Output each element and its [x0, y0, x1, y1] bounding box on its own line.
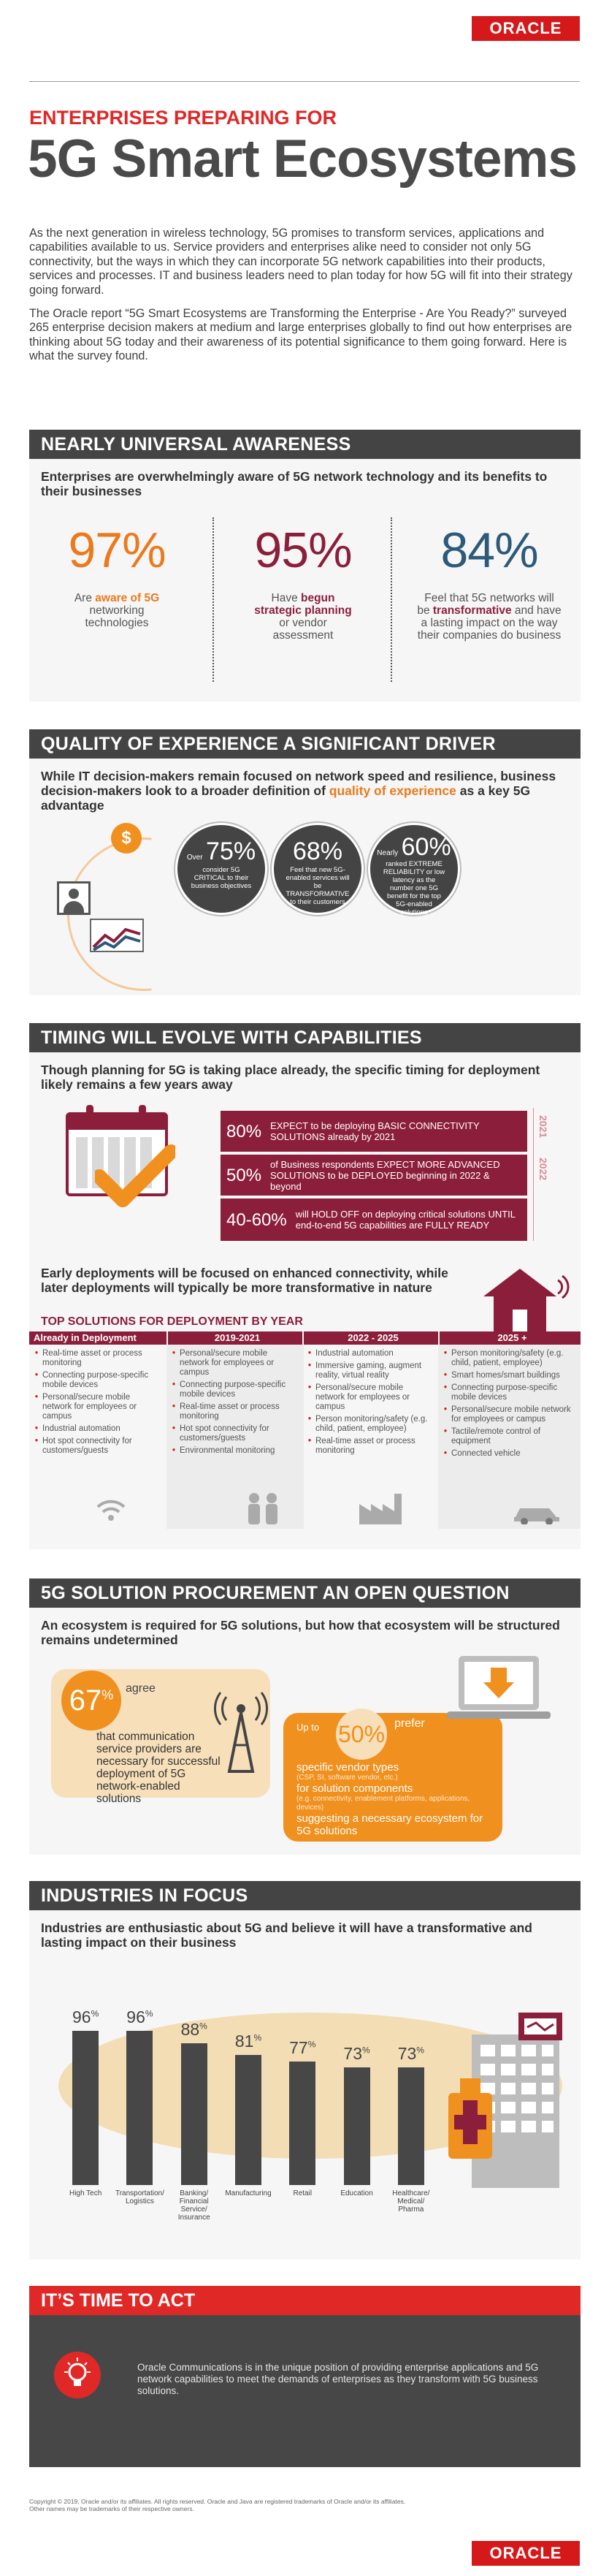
timing-box-holdoff [221, 1198, 527, 1241]
bar-4 [289, 2062, 315, 2185]
solutions-list-2025-plus [444, 1349, 575, 1462]
table-column-header: 2022 - 2025 [304, 1331, 438, 1345]
factory-icon [358, 1491, 409, 1526]
timing-section [29, 1023, 581, 1549]
intro-paragraph-1: As the next generation in wireless technology, 5G promises to transform services, applications and capabilities available to us. Service providers and enterprises alike need to consider not only 5G connectivity, but the ways in which they can incorporate 5G network capabilities into their products, services and processes. IT and business leaders need to plan today for how 5G will fit into their strategy going forward. [29, 227, 572, 297]
wifi-icon [95, 1497, 127, 1523]
intro-paragraph-2: The Oracle report “5G Smart Ecosystems are Transforming the Enterprise - Are You Ready?” surveyed 265 enterprise decision makers at medium and large enterprises globally to find out how enterprises are thinking about 5G today and their awareness of its potential significance to them going forward. Here is what the survey found. [29, 307, 572, 363]
act-text: Oracle Communications is in the unique position of providing enterprise applications and 5G network capabilities to meet the demands of enterprises as they transform with 5G business solutions. [137, 2362, 539, 2396]
stat-planning [226, 525, 380, 642]
category-label: Education [340, 2189, 373, 2197]
list-item: • Real-time asset or process monitoring [308, 1437, 434, 1456]
page-title-line1: ENTERPRISES PREPARING FOR [29, 107, 337, 129]
bars-area [58, 1995, 438, 2185]
bar-value-label: 96% [72, 2007, 99, 2026]
chart-growth-icon [89, 909, 146, 953]
bar-value-label: 81% [234, 2031, 262, 2051]
timing-box-advanced [221, 1155, 527, 1196]
stat-circle-transformative [272, 823, 364, 915]
awareness-subheading: Enterprises are overwhelmingly aware of 5G network technology and its benefits to their businesses [41, 469, 548, 498]
industries-subheading: Industries are enthusiastic about 5G and believe it will have a transformative and lasting impact on their business [41, 1920, 532, 1950]
divider [391, 517, 392, 682]
bar-value-label: 77% [289, 2037, 316, 2057]
quality-heading: QUALITY OF EXPERIENCE A SIGNIFICANT DRIVER [29, 729, 581, 759]
quality-illustration [44, 823, 153, 969]
procurement-left-text: that communication service providers are necessary for successful deployment of 5G network-enabled solutions [96, 1730, 221, 1805]
table-column-header: 2025 + [440, 1331, 581, 1345]
list-item: • Immersive gaming, augment reality, virtual reality [308, 1361, 434, 1380]
bar-value-label: 73% [397, 2044, 424, 2064]
stat-circle-transformative-value: 68% [292, 837, 343, 865]
laptop-download-icon [444, 1652, 554, 1732]
oracle-logo-footer: ORACLE [472, 2541, 580, 2566]
stat-aware-value: 97% [68, 523, 166, 578]
timing-heading: TIMING WILL EVOLVE WITH CAPABILITIES [29, 1023, 581, 1052]
category-label: High Tech [69, 2189, 102, 2197]
list-item: • Person monitoring/safety (e.g. child, patient, employee) [444, 1349, 575, 1368]
list-item: • Real-time asset or process monitoring [172, 1402, 298, 1421]
procurement-right-lead: prefer [394, 1717, 425, 1730]
stat-transformative [405, 525, 573, 642]
table-column-header: 2019-2021 [168, 1331, 302, 1345]
bar-2 [181, 2043, 207, 2185]
procurement-right-value: 50% [336, 1709, 387, 1760]
list-item: • Personal/secure mobile network for employees or campus [172, 1349, 298, 1378]
list-item: • Hot spot connectivity for customers/guests [35, 1437, 161, 1456]
procurement-subheading: An ecosystem is required for 5G solutions, but how that ecosystem will be structured remains undetermined [41, 1618, 560, 1647]
procurement-right-pre: Up to [296, 1722, 320, 1733]
industries-bar-chart [29, 1954, 581, 2246]
lightbulb-icon [54, 2352, 101, 2398]
list-item: • Hot spot connectivity for customers/guests [172, 1424, 298, 1443]
cell-tower-icon [212, 1687, 270, 1774]
quality-section [29, 729, 581, 995]
stat-transformative-value: 84% [440, 523, 538, 578]
bar-3 [235, 2055, 261, 2185]
year-label-2022: 2022 [537, 1158, 549, 1181]
list-item: • Connecting purpose-specific mobile devices [444, 1383, 575, 1402]
stat-circle-reliability-value: 60% [401, 833, 451, 861]
stat-circle-transformative-text: Feel that new 5G-enabled services will be TRANSFORMATIVE to their customers [286, 866, 350, 906]
stat-circle-critical-text: consider 5G CRITICAL to their business objectives [191, 866, 252, 890]
procurement-left-lead: agree [126, 1682, 156, 1695]
list-item: • Connecting purpose-specific mobile devices [172, 1380, 298, 1399]
list-item: • Person monitoring/safety (e.g. child, patient, employee) [308, 1415, 434, 1434]
list-item: • Tactile/remote control of equipment [444, 1427, 575, 1446]
car-icon [511, 1501, 562, 1524]
stat-aware [44, 525, 190, 629]
bar-value-label: 73% [343, 2044, 370, 2064]
industries-heading: INDUSTRIES IN FOCUS [29, 1881, 581, 1910]
timing-box-holdoff-text: will HOLD OFF on deploying critical solutions UNTIL end-to-end 5G capabilities are FULLY READY [295, 1209, 516, 1231]
list-item: • Connected vehicle [444, 1449, 575, 1459]
year-timeline [533, 1108, 534, 1241]
category-label: Banking/ Financial Service/ Insurance [177, 2189, 210, 2222]
list-item: • Personal/secure mobile network for employees or campus [444, 1405, 575, 1424]
oracle-logo: ORACLE [472, 16, 580, 41]
stat-planning-desc: Have begun strategic planning or vendor assessment [254, 592, 352, 642]
stat-planning-value: 95% [254, 523, 352, 578]
procurement-heading: 5G SOLUTION PROCUREMENT AN OPEN QUESTION [29, 1578, 581, 1608]
timing-box-basic-text: EXPECT to be deploying BASIC CONNECTIVITY SOLUTIONS already by 2021 [270, 1120, 480, 1142]
list-item: • Industrial automation [35, 1424, 161, 1434]
category-label: Healthcare/ Medical/ Pharma [392, 2189, 430, 2214]
category-labels [58, 2189, 438, 2241]
stat-aware-desc: Are aware of 5G networking technologies [74, 592, 160, 629]
bar-1 [126, 2031, 153, 2185]
person-icon [57, 881, 91, 915]
table-column-header: Already in Deployment [29, 1331, 166, 1345]
act-section [29, 2286, 581, 2467]
timing-box-basic-value: 80% [226, 1121, 262, 1141]
timing-subheading-2: Early deployments will be focused on enhanced connectivity, while later deployments will typically be more transformative in nature [41, 1266, 448, 1295]
list-item: • Real-time asset or process monitoring [35, 1349, 161, 1368]
stat-circle-reliability-text: ranked EXTREME RELIABILITY or low latency as the number one 5G benefit for the top 5G-enabled solutions [383, 860, 445, 916]
stat-circle-critical: Over 75% consider 5G CRITICAL to their business objectives [175, 823, 267, 915]
bar-5 [344, 2067, 370, 2185]
list-item: • Smart homes/smart buildings [444, 1371, 575, 1380]
copyright-notice: Copyright © 2019, Oracle and/or its affiliates. All rights reserved. Oracle and Java are registered trademarks of Oracle and/or its affiliates. Other names may be trademarks of their respective owners. [29, 2498, 406, 2512]
bar-value-label: 88% [180, 2020, 207, 2040]
bar-value-label: 96% [126, 2007, 153, 2026]
timing-box-advanced-value: 50% [226, 1165, 262, 1185]
quality-subheading: While IT decision-makers remain focused on network speed and resilience, business decision-makers look to a broader definition of quality of experience as a key 5G advantage [41, 769, 556, 813]
timing-box-advanced-text: of Business respondents EXPECT MORE ADVANCED SOLUTIONS to be DEPLOYED beginning in 2022 & beyond [270, 1158, 500, 1192]
list-item: • Environmental monitoring [172, 1446, 298, 1456]
list-item: • Personal/secure mobile network for employees or campus [308, 1383, 434, 1412]
act-heading: IT’S TIME TO ACT [29, 2286, 581, 2315]
list-item: • Personal/secure mobile network for employees or campus [35, 1393, 161, 1421]
category-label: Manufacturing [225, 2189, 272, 2197]
divider [212, 517, 214, 682]
awareness-heading: NEARLY UNIVERSAL AWARENESS [29, 430, 581, 459]
healthcare-building-icon [443, 2005, 574, 2188]
category-label: Retail [293, 2189, 313, 2197]
year-label-2021: 2021 [537, 1115, 549, 1139]
solutions-list-2022-2025 [308, 1349, 434, 1459]
header-divider [29, 81, 580, 82]
smart-home-icon [476, 1264, 571, 1337]
industries-section [29, 1881, 581, 2260]
checkmark-icon [95, 1144, 175, 1210]
bar-0 [72, 2031, 99, 2185]
list-item: • Connecting purpose-specific mobile devices [35, 1371, 161, 1390]
people-icon [241, 1491, 285, 1526]
solutions-list-2019-2021 [172, 1349, 298, 1459]
solutions-list-current [35, 1349, 161, 1459]
procurement-right-text: specific vendor types (CSP, SI, software vendor, etc.) for solution components (e.g. connectivity, enablement platforms, applications, devices) suggesting a necessary ecosystem for 5G solutions [296, 1761, 483, 1837]
bar-6 [398, 2067, 424, 2185]
timing-box-holdoff-value: 40-60% [226, 1209, 287, 1230]
list-item: • Industrial automation [308, 1349, 434, 1359]
procurement-section [29, 1578, 581, 1855]
awareness-section [29, 430, 581, 702]
stat-transformative-desc: Feel that 5G networks will be transformative and have a lasting impact on the way their companies do business [417, 592, 562, 642]
dollar-icon: $ [111, 823, 142, 854]
procurement-left-value: 67% [61, 1671, 121, 1730]
timing-subheading: Though planning for 5G is taking place already, the specific timing for deployment likely remains a few years away [41, 1063, 540, 1092]
category-label: Transportation/ Logistics [115, 2189, 164, 2205]
stat-circle-critical-value: 75% [206, 837, 256, 865]
page-title-line2: 5G Smart Ecosystems [28, 129, 577, 189]
timing-box-basic [221, 1111, 527, 1152]
solutions-table-title: TOP SOLUTIONS FOR DEPLOYMENT BY YEAR [41, 1315, 303, 1328]
calendar-icon [66, 1105, 175, 1215]
stat-circle-reliability: Nearly 60% ranked EXTREME RELIABILITY or low latency as the number one 5G benefit for the top 5G-enabled solutions [368, 823, 460, 915]
